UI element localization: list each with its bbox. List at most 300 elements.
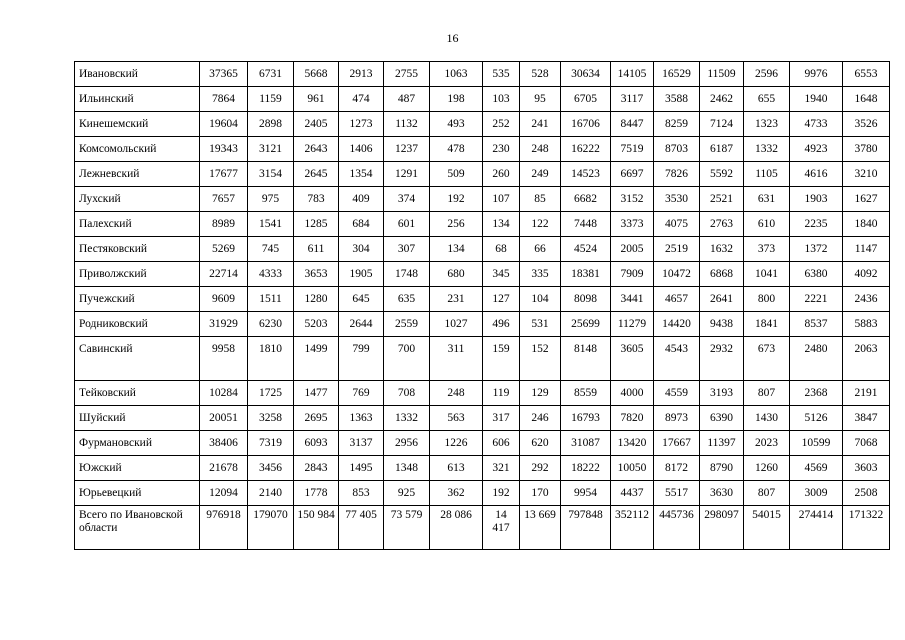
value-cell: 2643 — [294, 137, 339, 162]
value-cell: 1332 — [384, 406, 430, 431]
value-cell: 171322 — [843, 506, 890, 550]
value-cell: 252 — [483, 112, 520, 137]
value-cell: 304 — [339, 237, 384, 262]
value-cell: 179070 — [248, 506, 294, 550]
value-cell: 13 669 — [520, 506, 561, 550]
value-cell: 345 — [483, 262, 520, 287]
value-cell: 3530 — [654, 187, 700, 212]
value-cell: 192 — [430, 187, 483, 212]
value-cell: 1903 — [790, 187, 843, 212]
value-cell: 16793 — [561, 406, 611, 431]
value-cell: 1905 — [339, 262, 384, 287]
value-cell: 853 — [339, 481, 384, 506]
value-cell: 107 — [483, 187, 520, 212]
value-cell: 509 — [430, 162, 483, 187]
value-cell: 2235 — [790, 212, 843, 237]
value-cell: 95 — [520, 87, 561, 112]
value-cell: 4075 — [654, 212, 700, 237]
table-row — [75, 162, 890, 187]
value-cell: 4559 — [654, 381, 700, 406]
value-cell: 16706 — [561, 112, 611, 137]
value-cell: 1627 — [843, 187, 890, 212]
value-cell: 4543 — [654, 337, 700, 381]
value-cell: 563 — [430, 406, 483, 431]
value-cell: 1237 — [384, 137, 430, 162]
value-cell: 1273 — [339, 112, 384, 137]
value-cell: 1027 — [430, 312, 483, 337]
value-cell: 445736 — [654, 506, 700, 550]
value-cell: 249 — [520, 162, 561, 187]
value-cell: 2559 — [384, 312, 430, 337]
value-cell: 1348 — [384, 456, 430, 481]
value-cell: 6390 — [700, 406, 744, 431]
table-row — [75, 237, 890, 262]
value-cell: 10599 — [790, 431, 843, 456]
value-cell: 198 — [430, 87, 483, 112]
value-cell: 493 — [430, 112, 483, 137]
value-cell: 2005 — [611, 237, 654, 262]
value-cell: 104 — [520, 287, 561, 312]
value-cell: 1725 — [248, 381, 294, 406]
value-cell: 134 — [430, 237, 483, 262]
value-cell: 2695 — [294, 406, 339, 431]
value-cell: 1406 — [339, 137, 384, 162]
value-cell: 3009 — [790, 481, 843, 506]
value-cell: 14420 — [654, 312, 700, 337]
value-cell: 246 — [520, 406, 561, 431]
value-cell: 1285 — [294, 212, 339, 237]
value-cell: 37365 — [200, 62, 248, 87]
value-cell: 3441 — [611, 287, 654, 312]
value-cell: 3603 — [843, 456, 890, 481]
value-cell: 797848 — [561, 506, 611, 550]
value-cell: 19343 — [200, 137, 248, 162]
value-cell: 30634 — [561, 62, 611, 87]
value-cell: 610 — [744, 212, 790, 237]
value-cell: 1147 — [843, 237, 890, 262]
value-cell: 4000 — [611, 381, 654, 406]
statistics-table — [74, 61, 890, 550]
value-cell: 7448 — [561, 212, 611, 237]
value-cell: 127 — [483, 287, 520, 312]
value-cell: 18222 — [561, 456, 611, 481]
value-cell: 352112 — [611, 506, 654, 550]
value-cell: 3373 — [611, 212, 654, 237]
value-cell: 2436 — [843, 287, 890, 312]
value-cell: 6187 — [700, 137, 744, 162]
value-cell: 3653 — [294, 262, 339, 287]
value-cell: 11279 — [611, 312, 654, 337]
value-cell: 409 — [339, 187, 384, 212]
region-name-cell: Савинский — [75, 337, 200, 381]
value-cell: 3154 — [248, 162, 294, 187]
value-cell: 7657 — [200, 187, 248, 212]
table-row — [75, 262, 890, 287]
value-cell: 231 — [430, 287, 483, 312]
value-cell: 2913 — [339, 62, 384, 87]
value-cell: 535 — [483, 62, 520, 87]
value-cell: 4092 — [843, 262, 890, 287]
value-cell: 7068 — [843, 431, 890, 456]
value-cell: 73 579 — [384, 506, 430, 550]
region-name-cell: Тейковский — [75, 381, 200, 406]
region-name-cell: Ильинский — [75, 87, 200, 112]
value-cell: 292 — [520, 456, 561, 481]
value-cell: 645 — [339, 287, 384, 312]
value-cell: 12094 — [200, 481, 248, 506]
value-cell: 248 — [430, 381, 483, 406]
table-row — [75, 381, 890, 406]
value-cell: 8259 — [654, 112, 700, 137]
value-cell: 620 — [520, 431, 561, 456]
region-name-cell: Пучежский — [75, 287, 200, 312]
value-cell: 3193 — [700, 381, 744, 406]
value-cell: 1354 — [339, 162, 384, 187]
value-cell: 25699 — [561, 312, 611, 337]
value-cell: 1648 — [843, 87, 890, 112]
value-cell: 2368 — [790, 381, 843, 406]
value-cell: 2644 — [339, 312, 384, 337]
value-cell: 1280 — [294, 287, 339, 312]
value-cell: 16222 — [561, 137, 611, 162]
value-cell: 119 — [483, 381, 520, 406]
value-cell: 5203 — [294, 312, 339, 337]
value-cell: 9954 — [561, 481, 611, 506]
value-cell: 3526 — [843, 112, 890, 137]
value-cell: 8559 — [561, 381, 611, 406]
value-cell: 170 — [520, 481, 561, 506]
table-body — [75, 62, 890, 550]
value-cell: 3137 — [339, 431, 384, 456]
value-cell: 1841 — [744, 312, 790, 337]
value-cell: 2023 — [744, 431, 790, 456]
value-cell: 256 — [430, 212, 483, 237]
value-cell: 159 — [483, 337, 520, 381]
value-cell: 7820 — [611, 406, 654, 431]
value-cell: 4923 — [790, 137, 843, 162]
table-row — [75, 337, 890, 381]
region-name-cell: Южский — [75, 456, 200, 481]
region-name-cell: Пестяковский — [75, 237, 200, 262]
value-cell: 16529 — [654, 62, 700, 87]
value-cell: 362 — [430, 481, 483, 506]
value-cell: 2763 — [700, 212, 744, 237]
value-cell: 7909 — [611, 262, 654, 287]
value-cell: 298097 — [700, 506, 744, 550]
value-cell: 1291 — [384, 162, 430, 187]
value-cell: 11509 — [700, 62, 744, 87]
value-cell: 21678 — [200, 456, 248, 481]
value-cell: 2641 — [700, 287, 744, 312]
value-cell: 4333 — [248, 262, 294, 287]
value-cell: 20051 — [200, 406, 248, 431]
value-cell: 3258 — [248, 406, 294, 431]
value-cell: 807 — [744, 481, 790, 506]
value-cell: 122 — [520, 212, 561, 237]
value-cell: 18381 — [561, 262, 611, 287]
value-cell: 2645 — [294, 162, 339, 187]
value-cell: 3117 — [611, 87, 654, 112]
region-name-cell: Фурмановский — [75, 431, 200, 456]
value-cell: 601 — [384, 212, 430, 237]
value-cell: 4657 — [654, 287, 700, 312]
value-cell: 31929 — [200, 312, 248, 337]
table-row — [75, 287, 890, 312]
value-cell: 1511 — [248, 287, 294, 312]
value-cell: 152 — [520, 337, 561, 381]
value-cell: 613 — [430, 456, 483, 481]
value-cell: 9438 — [700, 312, 744, 337]
value-cell: 4437 — [611, 481, 654, 506]
value-cell: 311 — [430, 337, 483, 381]
value-cell: 7826 — [654, 162, 700, 187]
value-cell: 1541 — [248, 212, 294, 237]
table-row — [75, 137, 890, 162]
table-row — [75, 506, 890, 550]
region-name-cell: Лежневский — [75, 162, 200, 187]
value-cell: 374 — [384, 187, 430, 212]
table-row — [75, 212, 890, 237]
value-cell: 1363 — [339, 406, 384, 431]
value-cell: 8172 — [654, 456, 700, 481]
value-cell: 1499 — [294, 337, 339, 381]
value-cell: 68 — [483, 237, 520, 262]
value-cell: 2521 — [700, 187, 744, 212]
value-cell: 2140 — [248, 481, 294, 506]
value-cell: 8703 — [654, 137, 700, 162]
value-cell: 528 — [520, 62, 561, 87]
value-cell: 1430 — [744, 406, 790, 431]
value-cell: 2956 — [384, 431, 430, 456]
value-cell: 807 — [744, 381, 790, 406]
value-cell: 1063 — [430, 62, 483, 87]
value-cell: 274414 — [790, 506, 843, 550]
value-cell: 335 — [520, 262, 561, 287]
value-cell: 66 — [520, 237, 561, 262]
table-row — [75, 406, 890, 431]
table-row — [75, 112, 890, 137]
value-cell: 1159 — [248, 87, 294, 112]
value-cell: 10284 — [200, 381, 248, 406]
value-cell: 260 — [483, 162, 520, 187]
value-cell: 631 — [744, 187, 790, 212]
value-cell: 8148 — [561, 337, 611, 381]
value-cell: 961 — [294, 87, 339, 112]
value-cell: 1332 — [744, 137, 790, 162]
value-cell: 680 — [430, 262, 483, 287]
value-cell: 487 — [384, 87, 430, 112]
value-cell: 4733 — [790, 112, 843, 137]
value-cell: 611 — [294, 237, 339, 262]
value-cell: 635 — [384, 287, 430, 312]
value-cell: 307 — [384, 237, 430, 262]
table-row — [75, 431, 890, 456]
value-cell: 3210 — [843, 162, 890, 187]
value-cell: 103 — [483, 87, 520, 112]
value-cell: 496 — [483, 312, 520, 337]
region-name-cell: Всего по Ивановской области — [75, 506, 200, 550]
value-cell: 31087 — [561, 431, 611, 456]
value-cell: 5517 — [654, 481, 700, 506]
value-cell: 241 — [520, 112, 561, 137]
table-row — [75, 481, 890, 506]
value-cell: 2519 — [654, 237, 700, 262]
value-cell: 6093 — [294, 431, 339, 456]
value-cell: 9976 — [790, 62, 843, 87]
value-cell: 1323 — [744, 112, 790, 137]
value-cell: 3847 — [843, 406, 890, 431]
value-cell: 8989 — [200, 212, 248, 237]
value-cell: 783 — [294, 187, 339, 212]
value-cell: 6230 — [248, 312, 294, 337]
value-cell: 2508 — [843, 481, 890, 506]
value-cell: 2462 — [700, 87, 744, 112]
value-cell: 7124 — [700, 112, 744, 137]
value-cell: 134 — [483, 212, 520, 237]
table-row — [75, 456, 890, 481]
region-name-cell: Юрьевецкий — [75, 481, 200, 506]
value-cell: 5668 — [294, 62, 339, 87]
value-cell: 6868 — [700, 262, 744, 287]
value-cell: 2755 — [384, 62, 430, 87]
value-cell: 10050 — [611, 456, 654, 481]
value-cell: 85 — [520, 187, 561, 212]
value-cell: 799 — [339, 337, 384, 381]
value-cell: 8537 — [790, 312, 843, 337]
value-cell: 3780 — [843, 137, 890, 162]
value-cell: 8790 — [700, 456, 744, 481]
value-cell: 6380 — [790, 262, 843, 287]
value-cell: 769 — [339, 381, 384, 406]
table-row — [75, 62, 890, 87]
value-cell: 1260 — [744, 456, 790, 481]
region-name-cell: Лухский — [75, 187, 200, 212]
value-cell: 6682 — [561, 187, 611, 212]
value-cell: 17677 — [200, 162, 248, 187]
value-cell: 14523 — [561, 162, 611, 187]
value-cell: 373 — [744, 237, 790, 262]
value-cell: 230 — [483, 137, 520, 162]
region-name-cell: Шуйский — [75, 406, 200, 431]
value-cell: 6553 — [843, 62, 890, 87]
value-cell: 1495 — [339, 456, 384, 481]
value-cell: 2843 — [294, 456, 339, 481]
table-row — [75, 87, 890, 112]
value-cell: 5883 — [843, 312, 890, 337]
value-cell: 1810 — [248, 337, 294, 381]
value-cell: 708 — [384, 381, 430, 406]
value-cell: 4616 — [790, 162, 843, 187]
region-name-cell: Родниковский — [75, 312, 200, 337]
value-cell: 3605 — [611, 337, 654, 381]
value-cell: 5126 — [790, 406, 843, 431]
value-cell: 5592 — [700, 162, 744, 187]
value-cell: 800 — [744, 287, 790, 312]
value-cell: 77 405 — [339, 506, 384, 550]
value-cell: 22714 — [200, 262, 248, 287]
value-cell: 13420 — [611, 431, 654, 456]
value-cell: 1372 — [790, 237, 843, 262]
value-cell: 8447 — [611, 112, 654, 137]
value-cell: 673 — [744, 337, 790, 381]
value-cell: 6697 — [611, 162, 654, 187]
region-name-cell: Палехский — [75, 212, 200, 237]
table-row — [75, 187, 890, 212]
value-cell: 745 — [248, 237, 294, 262]
value-cell: 321 — [483, 456, 520, 481]
value-cell: 8098 — [561, 287, 611, 312]
value-cell: 2063 — [843, 337, 890, 381]
value-cell: 6731 — [248, 62, 294, 87]
value-cell: 655 — [744, 87, 790, 112]
value-cell: 192 — [483, 481, 520, 506]
value-cell: 150 984 — [294, 506, 339, 550]
value-cell: 1477 — [294, 381, 339, 406]
region-name-cell: Кинешемский — [75, 112, 200, 137]
value-cell: 11397 — [700, 431, 744, 456]
value-cell: 10472 — [654, 262, 700, 287]
value-cell: 531 — [520, 312, 561, 337]
value-cell: 925 — [384, 481, 430, 506]
region-name-cell: Приволжский — [75, 262, 200, 287]
value-cell: 9609 — [200, 287, 248, 312]
value-cell: 7519 — [611, 137, 654, 162]
value-cell: 317 — [483, 406, 520, 431]
region-name-cell: Комсомольский — [75, 137, 200, 162]
value-cell: 1105 — [744, 162, 790, 187]
value-cell: 1632 — [700, 237, 744, 262]
value-cell: 700 — [384, 337, 430, 381]
value-cell: 3588 — [654, 87, 700, 112]
value-cell: 4569 — [790, 456, 843, 481]
value-cell: 14 417 — [483, 506, 520, 550]
region-name-cell: Ивановский — [75, 62, 200, 87]
value-cell: 1226 — [430, 431, 483, 456]
value-cell: 478 — [430, 137, 483, 162]
value-cell: 1748 — [384, 262, 430, 287]
value-cell: 3121 — [248, 137, 294, 162]
value-cell: 1840 — [843, 212, 890, 237]
value-cell: 474 — [339, 87, 384, 112]
value-cell: 1041 — [744, 262, 790, 287]
value-cell: 8973 — [654, 406, 700, 431]
value-cell: 2932 — [700, 337, 744, 381]
value-cell: 19604 — [200, 112, 248, 137]
value-cell: 9958 — [200, 337, 248, 381]
value-cell: 2405 — [294, 112, 339, 137]
value-cell: 976918 — [200, 506, 248, 550]
value-cell: 248 — [520, 137, 561, 162]
value-cell: 2898 — [248, 112, 294, 137]
value-cell: 684 — [339, 212, 384, 237]
value-cell: 3630 — [700, 481, 744, 506]
value-cell: 5269 — [200, 237, 248, 262]
value-cell: 7864 — [200, 87, 248, 112]
page-number: 16 — [446, 31, 459, 45]
value-cell: 38406 — [200, 431, 248, 456]
value-cell: 3456 — [248, 456, 294, 481]
value-cell: 3152 — [611, 187, 654, 212]
value-cell: 6705 — [561, 87, 611, 112]
value-cell: 2480 — [790, 337, 843, 381]
value-cell: 4524 — [561, 237, 611, 262]
value-cell: 14105 — [611, 62, 654, 87]
value-cell: 17667 — [654, 431, 700, 456]
table-row — [75, 312, 890, 337]
value-cell: 129 — [520, 381, 561, 406]
value-cell: 606 — [483, 431, 520, 456]
value-cell: 28 086 — [430, 506, 483, 550]
